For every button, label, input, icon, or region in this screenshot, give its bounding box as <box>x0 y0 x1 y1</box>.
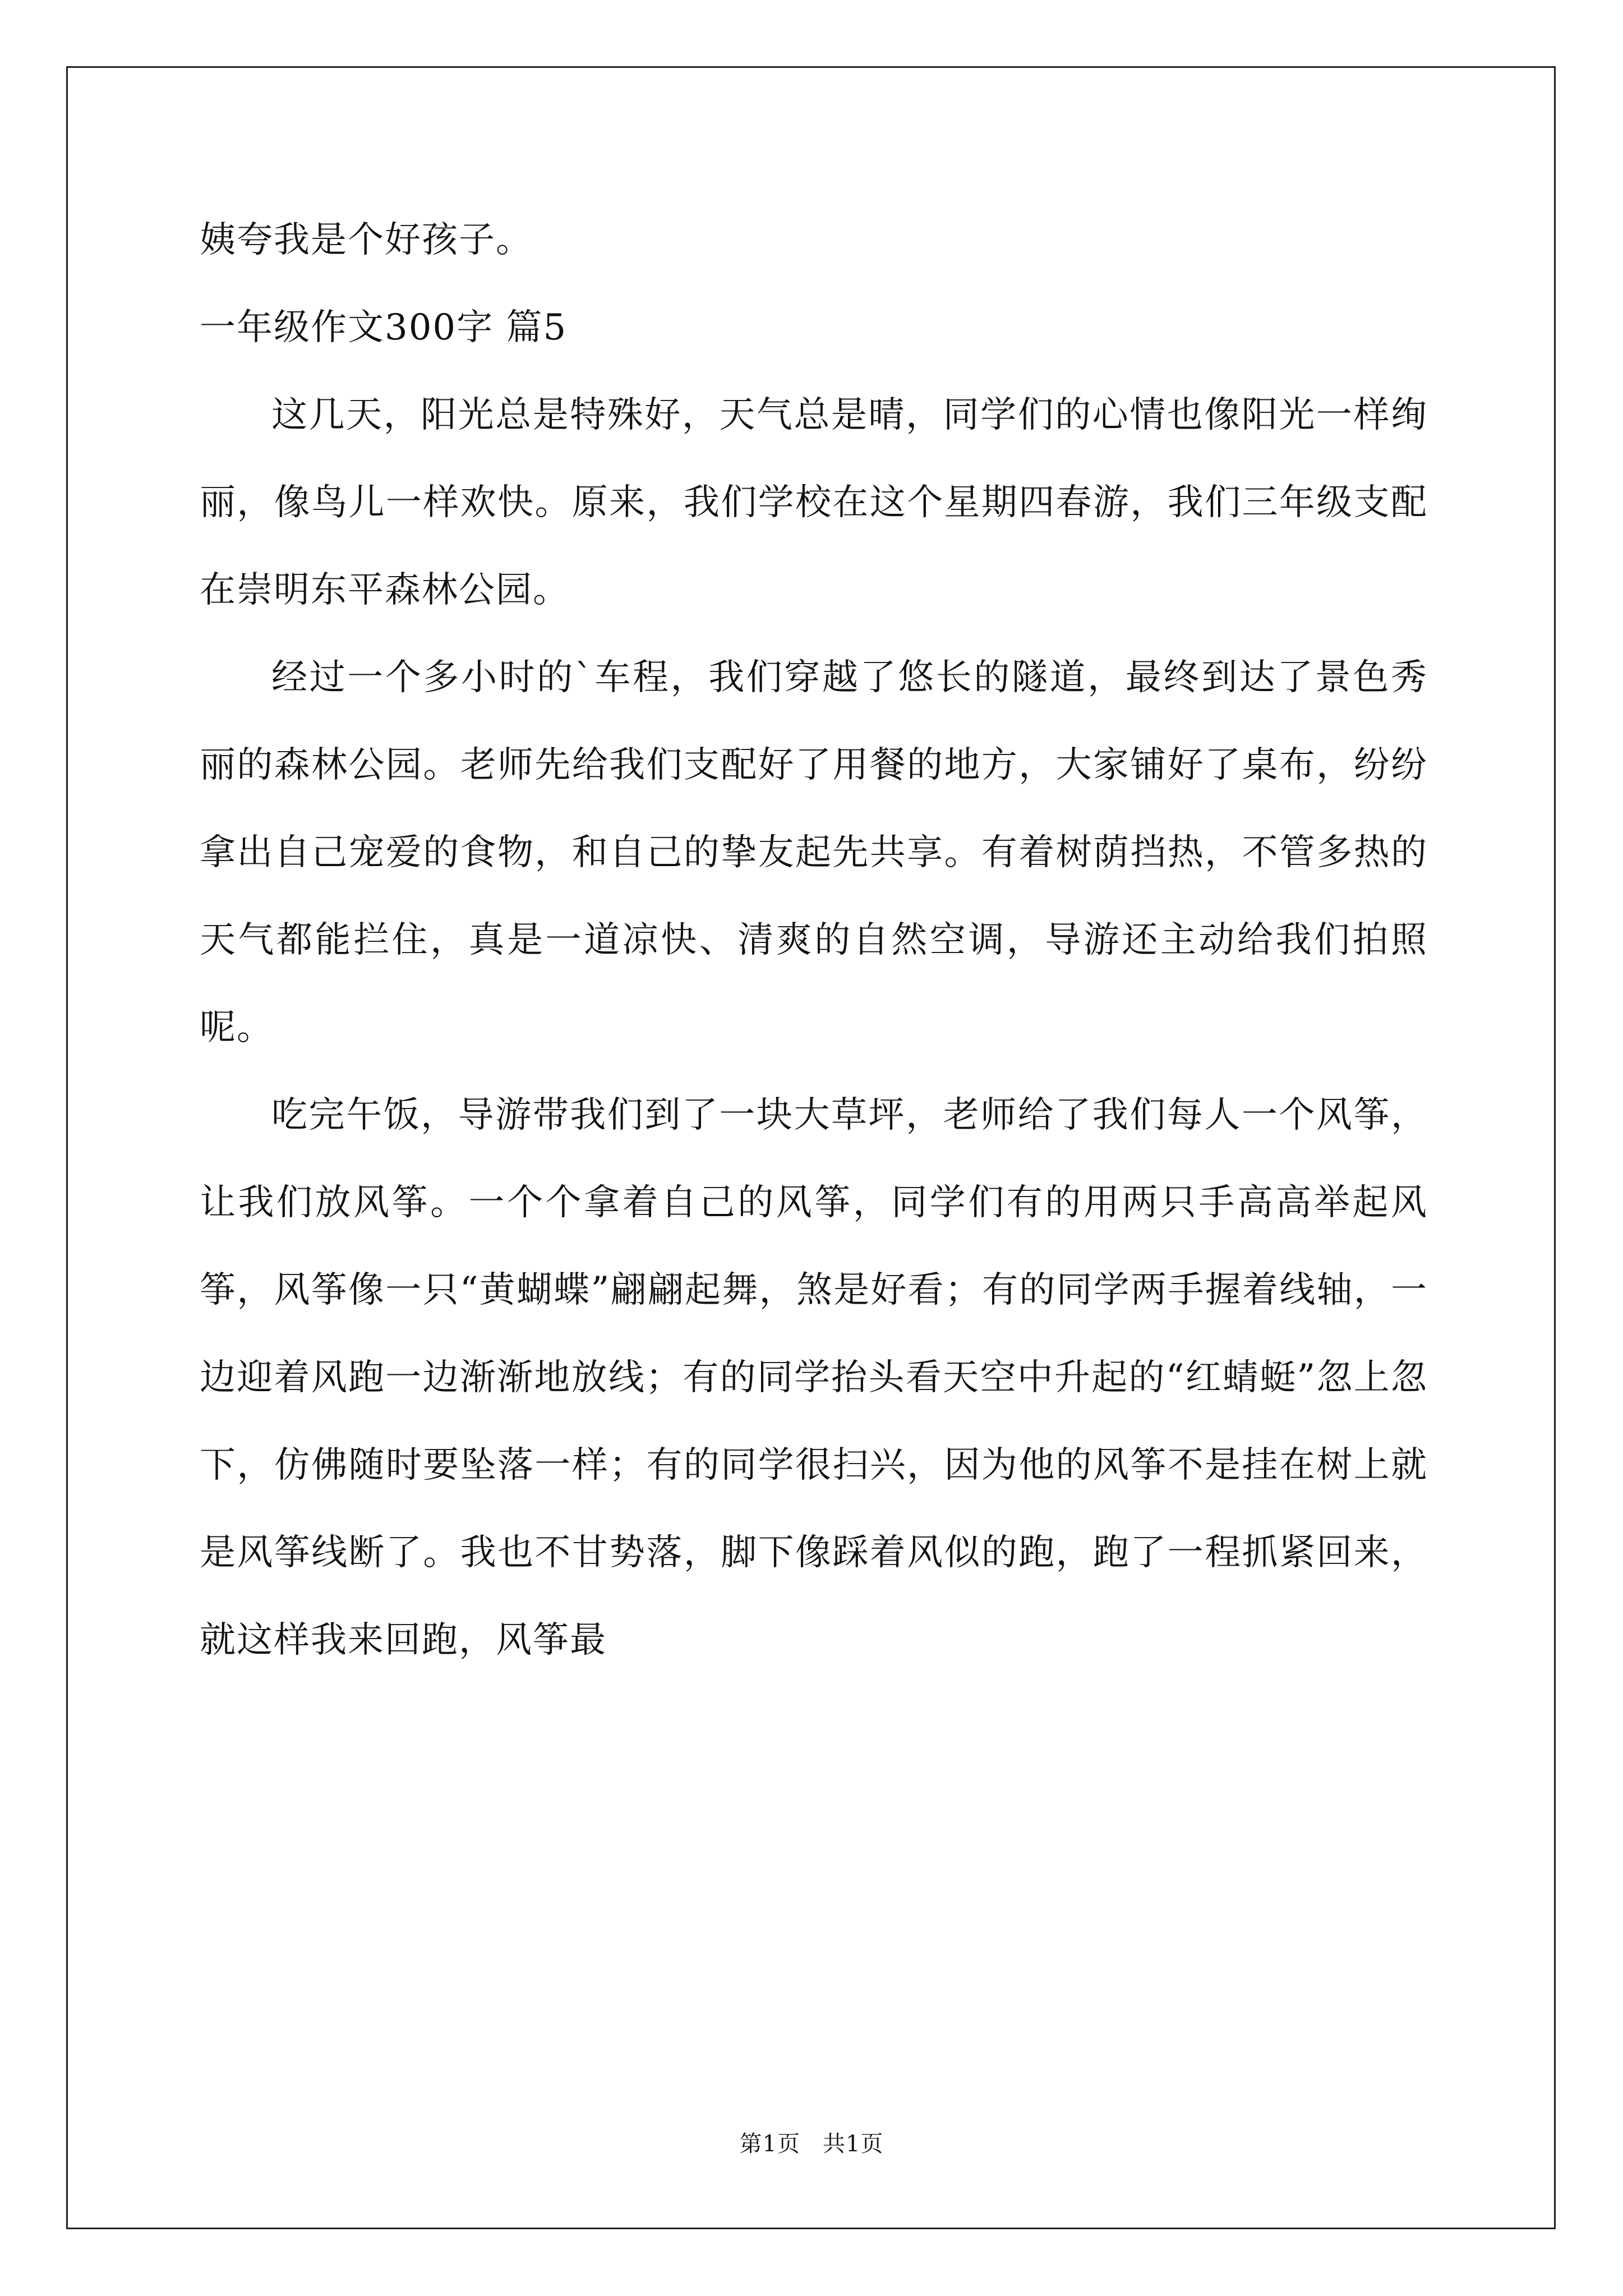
carryover-line: 姨夸我是个好孩子。 <box>200 219 533 261</box>
paragraph-2: 经过一个多小时的`车程，我们穿越了悠长的隧道，最终到达了景色秀丽的森林公园。老师先给我们支配好了用餐的地方，大家铺好了桌布，纷纷拿出自己宠爱的食物，和自己的挚友起先共享。有着树荫挡热，不管多热的天气都能拦住，真是一道凉快、清爽的自然空调，导游还主动给我们拍照呢。 <box>200 657 1428 1048</box>
page-number: 第1页 <box>739 2131 800 2157</box>
page-total: 共1页 <box>823 2131 884 2157</box>
page-footer <box>0 2126 1623 2158</box>
paragraph-3: 吃完午饭，导游带我们到了一块大草坪，老师给了我们每人一个风筝，让我们放风筝。一个个拿着自己的风筝，同学们有的用两只手高高举起风筝，风筝像一只“黄蝴蝶”翩翩起舞，煞是好看；有的同学两手握着线轴，一边迎着风跑一边渐渐地放线；有的同学抬头看天空中升起的“红蜻蜓”忽上忽下，仿佛随时要坠落一样；有的同学很扫兴，因为他的风筝不是挂在树上就是风筝线断了。我也不甘势落，脚下像踩着风似的跑，跑了一程抓紧回来，就这样我来回跑，风筝最 <box>200 1094 1428 1661</box>
document-body <box>200 196 1428 1684</box>
paragraph-1: 这几天，阳光总是特殊好，天气总是晴，同学们的心情也像阳光一样绚丽，像鸟儿一样欢快。原来，我们学校在这个星期四春游，我们三年级支配在崇明东平森林公园。 <box>200 394 1428 611</box>
section-title: 一年级作文300字 篇5 <box>200 307 568 348</box>
